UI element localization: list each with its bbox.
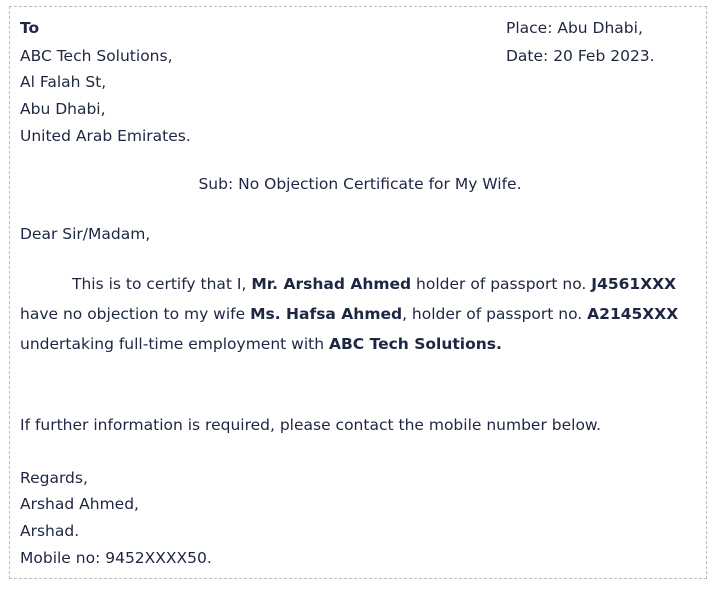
contact-line: If further information is required, please contact the mobile number below. [20, 416, 602, 434]
company-name: ABC Tech Solutions. [329, 335, 502, 353]
body-text: , holder of passport no. [402, 305, 588, 323]
body-text: undertaking full-time employment with [20, 335, 329, 353]
recipient-line: ABC Tech Solutions, [20, 47, 173, 65]
closing-line: Arshad Ahmed, [20, 495, 139, 513]
body-text: have no objection to my wife [20, 305, 251, 323]
body-text: holder of passport no. [411, 275, 592, 293]
closing-line: Regards, [20, 469, 88, 487]
recipient-line: Al Falah St, [20, 73, 107, 91]
closing-line: Arshad. [20, 522, 80, 540]
wife-name: Ms. Hafsa Ahmed [250, 305, 403, 323]
passport-number: A2145XXX [587, 305, 679, 323]
subject: Sub: No Objection Certificate for My Wife. [198, 175, 522, 193]
body-paragraph [20, 269, 700, 359]
recipient-heading: To [20, 19, 40, 37]
applicant-name: Mr. Arshad Ahmed [251, 275, 412, 293]
date: Date: 20 Feb 2023. [506, 47, 655, 65]
recipient-line: United Arab Emirates. [20, 127, 191, 145]
mobile-number: Mobile no: 9452XXXX50. [20, 549, 212, 567]
passport-number: J4561XXX [591, 275, 677, 293]
recipient-line: Abu Dhabi, [20, 100, 106, 118]
body-text: This is to certify that I, [72, 275, 252, 293]
salutation: Dear Sir/Madam, [20, 225, 151, 243]
place: Place: Abu Dhabi, [506, 19, 643, 37]
